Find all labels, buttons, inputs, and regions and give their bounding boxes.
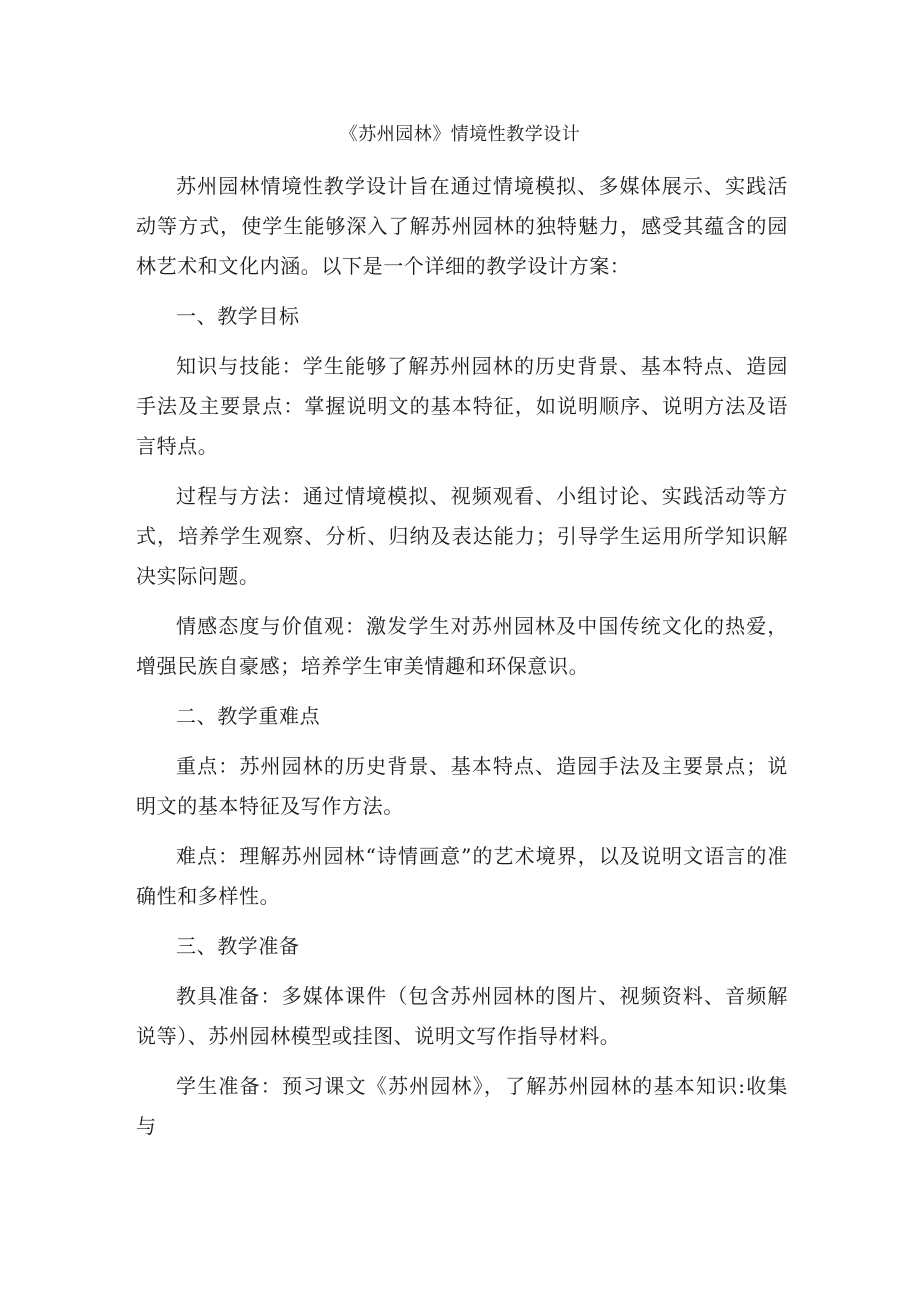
section-heading-preparation: 三、教学准备 [176, 934, 300, 958]
difficulties-paragraph: 难点：理解苏州园林“诗情画意”的艺术境界，以及说明文语言的准确性和多样性。 [136, 844, 788, 908]
document-body [136, 166, 788, 1146]
student-preparation-paragraph: 学生准备：预习课文《苏州园林》，了解苏州园林的基本知识:收集与 [136, 1074, 788, 1138]
key-points-paragraph: 重点：苏州园林的历史背景、基本特点、造园手法及主要景点；说明文的基本特征及写作方法。 [136, 754, 788, 818]
knowledge-skills-paragraph: 知识与技能：学生能够了解苏州园林的历史背景、基本特点、造园手法及主要景点：掌握说明文的基本特征，如说明顺序、说明方法及语言特点。 [136, 354, 788, 458]
process-methods-paragraph: 过程与方法：通过情境模拟、视频观看、小组讨论、实践活动等方式，培养学生观察、分析、归纳及表达能力；引导学生运用所学知识解决实际问题。 [136, 484, 788, 588]
intro-paragraph: 苏州园林情境性教学设计旨在通过情境模拟、多媒体展示、实践活动等方式，使学生能够深入了解苏州园林的独特魅力，感受其蕴含的园林艺术和文化内涵。以下是一个详细的教学设计方案： [136, 174, 788, 278]
document-title: 《苏州园林》情境性教学设计 [339, 124, 581, 145]
teaching-aids-paragraph: 教具准备：多媒体课件（包含苏州园林的图片、视频资料、音频解说等）、苏州园林模型或挂图、说明文写作指导材料。 [136, 984, 788, 1048]
section-heading-key-points: 二、教学重难点 [176, 704, 321, 728]
section-heading-objectives: 一、教学目标 [176, 304, 300, 328]
values-paragraph: 情感态度与价值观：激发学生对苏州园林及中国传统文化的热爱，增强民族自豪感；培养学生审美情趣和环保意识。 [136, 614, 788, 678]
